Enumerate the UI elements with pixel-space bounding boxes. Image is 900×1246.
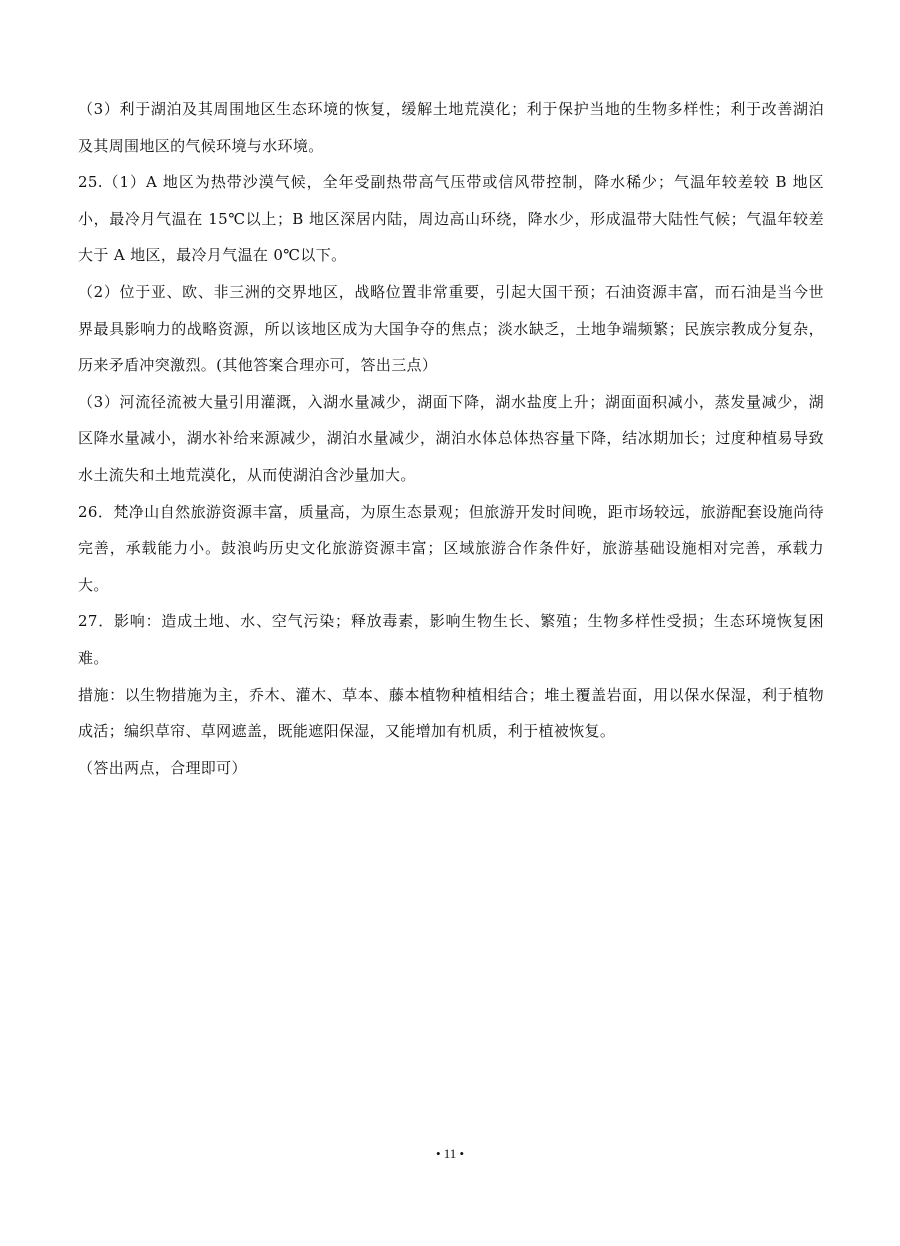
paragraph-q26: 26．梵净山自然旅游资源丰富，质量高，为原生态景观；但旅游开发时间晚，距市场较远，旅游配套设施尚待完善，承载能力小。鼓浪屿历史文化旅游资源丰富；区域旅游合作条件好，旅游基础设施相对完善，承载力大。: [78, 502, 824, 594]
paragraph-q27-note: （答出两点，合理即可）: [78, 758, 247, 777]
paragraph-q27-impact: 27．影响：造成土地、水、空气污染；释放毒素，影响生物生长、繁殖；生物多样性受损；生态环境恢复困难。: [78, 612, 824, 667]
paragraph-ecology-benefits: （3）利于湖泊及其周围地区生态环境的恢复，缓解土地荒漠化；利于保护当地的生物多样性；利于改善湖泊及其周围地区的气候环境与水环境。: [78, 100, 824, 155]
page-number: • 11 •: [435, 1146, 465, 1161]
paragraph-q25-part1: 25.（1）A 地区为热带沙漠气候，全年受副热带高气压带或信风带控制，降水稀少；气温年较差较 B 地区小，最冷月气温在 15℃以上；B 地区深居内陆，周边高山环绕，降水少，形成温带大陆性气候；气温年较差大于 A 地区，最冷月气温在 0℃以下。: [78, 173, 824, 265]
paragraph-q25-part2: （2）位于亚、欧、非三洲的交界地区，战略位置非常重要，引起大国干预；石油资源丰富，而石油是当今世界最具影响力的战略资源，所以该地区成为大国争夺的焦点；淡水缺乏，土地争端频繁；民族宗教成分复杂，历来矛盾冲突激烈。(其他答案合理亦可，答出三点）: [78, 282, 824, 375]
paragraph-q25-part3: （3）河流径流被大量引用灌溉，入湖水量减少，湖面下降，湖水盐度上升；湖面面积减小，蒸发量减少，湖区降水量减小，湖水补给来源减少，湖泊水量减少，湖泊水体总体热容量下降，结冰期加长；过度种植易导致水土流失和土地荒漠化，从而使湖泊含沙量加大。: [78, 392, 824, 484]
paragraph-q27-measures: 措施：以生物措施为主，乔木、灌木、草本、藤本植物种植相结合；堆土覆盖岩面，用以保水保湿，利于植物成活；编织草帘、草网遮盖，既能遮阳保湿，又能增加有机质，利于植被恢复。: [78, 685, 824, 741]
answer-text-block: [78, 91, 824, 786]
